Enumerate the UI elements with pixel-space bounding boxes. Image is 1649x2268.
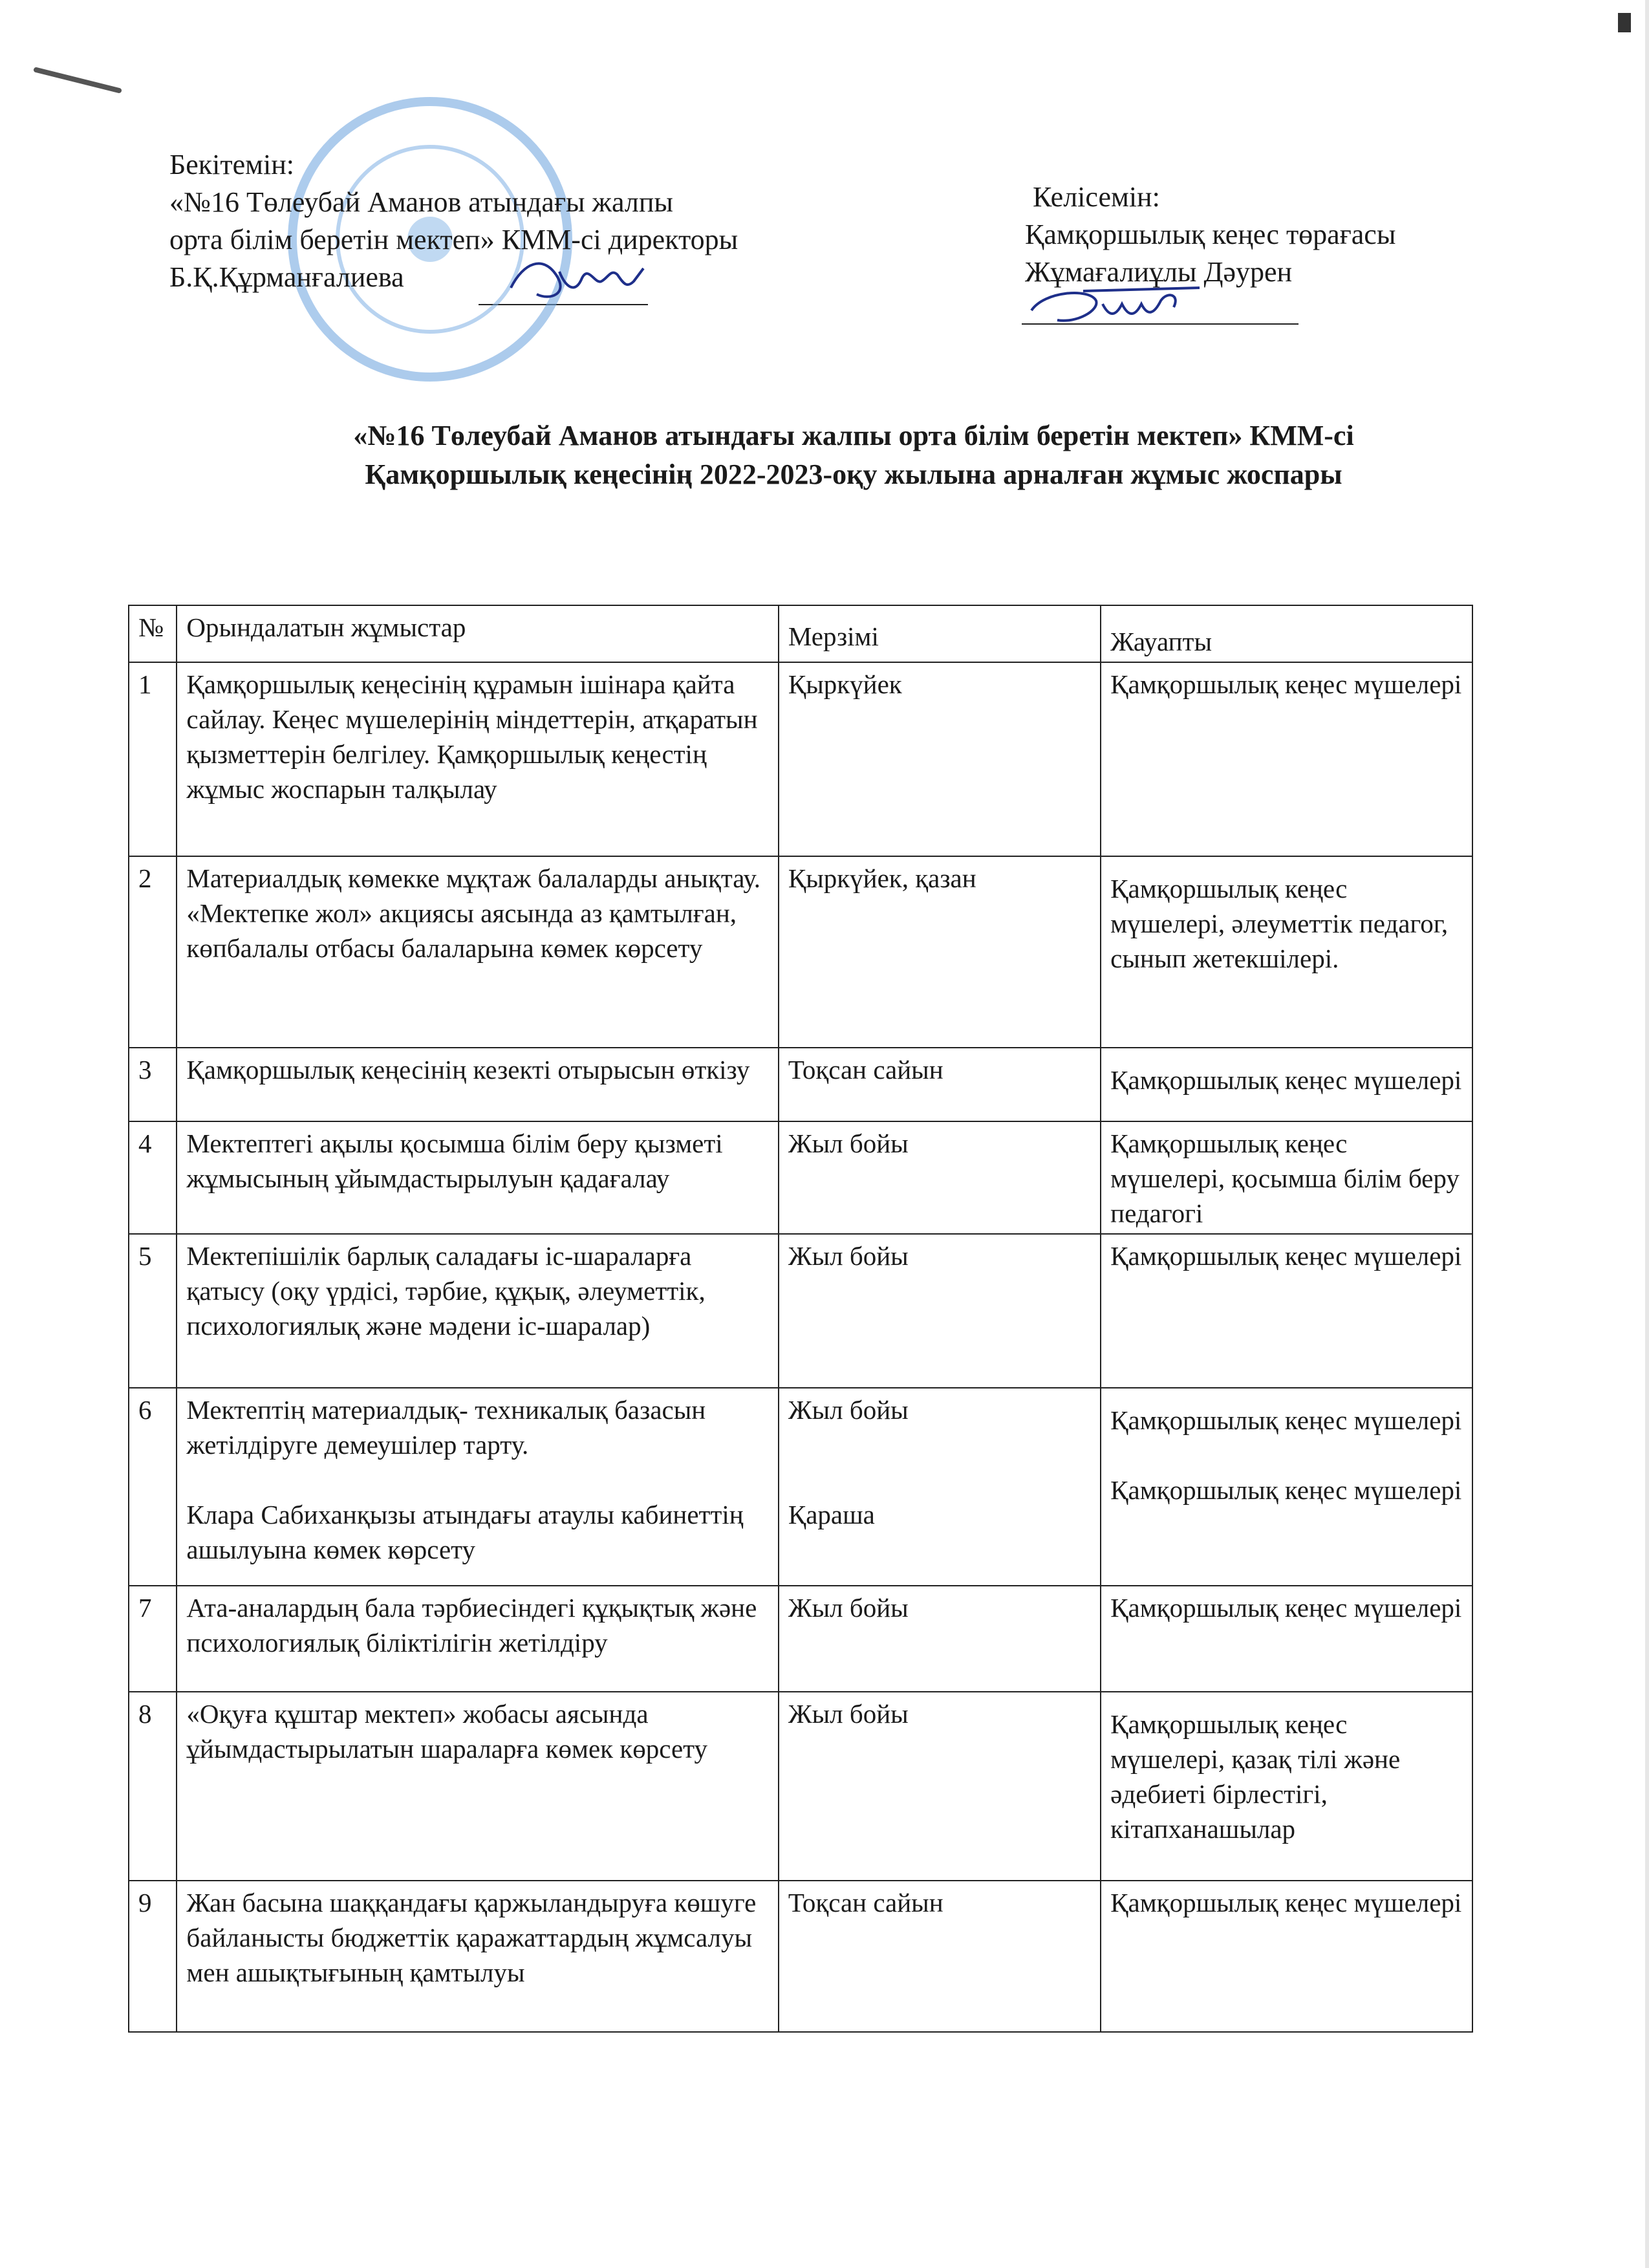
row-term: Жыл бойы — [779, 1586, 1101, 1692]
row-term-secondary: Қараша — [788, 1500, 875, 1529]
row-task: «Оқуға құштар мектеп» жобасы аясында ұйымдастырылатын шараларға көмек көрсету — [177, 1692, 778, 1881]
row-responsible: Қамқоршылық кеңес мүшелері — [1101, 662, 1472, 856]
agreement-block — [1025, 178, 1607, 291]
document-title — [155, 416, 1552, 494]
row-number: 5 — [129, 1234, 177, 1388]
row-term: Қыркүйек — [779, 662, 1101, 856]
title-line-1: «№16 Төлеубай Аманов атындағы жалпы орта білім беретін мектеп» КММ-сі — [353, 420, 1354, 451]
agreement-chair-name: Жұмағалиұлы Дәурен — [1025, 256, 1293, 288]
row-number: 1 — [129, 662, 177, 856]
row-task: Қамқоршылық кеңесінің кезекті отырысын өткізу — [177, 1048, 778, 1121]
row-task-secondary: Клара Сабиханқызы атындағы атаулы кабинеттің ашылуына көмек көрсету — [186, 1500, 744, 1564]
table-row — [129, 1586, 1472, 1692]
row-responsible: Қамқоршылық кеңес мүшелері — [1101, 1234, 1472, 1388]
row-term: Қыркүйек, қазан — [779, 856, 1101, 1048]
row-term: Жыл бойы — [788, 1395, 909, 1425]
agreement-position: Қамқоршылық кеңес төрағасы — [1025, 219, 1396, 250]
page-edge — [1645, 0, 1649, 2268]
row-task: Мектепішілік барлық саладағы іс-шараларға қатысу (оқу үрдісі, тәрбие, құқық, әлеуметтік, психологиялық және мәдени іс-шаралар) — [177, 1234, 778, 1388]
row-responsible: Қамқоршылық кеңес мүшелері, әлеуметтік педагог, сынып жетекшілері. — [1101, 856, 1472, 1048]
table-row — [129, 1121, 1472, 1234]
row-term: Тоқсан сайын — [779, 1048, 1101, 1121]
row-task: Жан басына шаққандағы қаржыландыруға көшуге байланысты бюджеттік қаражаттардың жұмсалуы мен ашықтығының қамтылуы — [177, 1881, 778, 2032]
row-responsible: Қамқоршылық кеңес мүшелері, қазақ тілі және әдебиеті бірлестігі, кітапханашылар — [1101, 1692, 1472, 1881]
row-number: 4 — [129, 1121, 177, 1234]
row-number: 8 — [129, 1692, 177, 1881]
row-responsible: Қамқоршылық кеңес мүшелері — [1110, 1405, 1462, 1435]
row-task: Ата-аналардың бала тәрбиесіндегі құқықтық және психологиялық біліктілігін жетілдіру — [177, 1586, 778, 1692]
approval-line-2: орта білім беретін мектеп» КММ-сі директоры — [169, 224, 738, 255]
table-row — [129, 1388, 1472, 1586]
row-term-cell — [779, 1388, 1101, 1586]
title-line-2: Қамқоршылық кеңесінің 2022-2023-оқу жылына арналған жұмыс жоспары — [365, 459, 1342, 490]
header-task: Орындалатын жұмыстар — [177, 605, 778, 662]
row-task: Мектептің материалдық- техникалық базасын жетілдіруге демеушілер тарту. — [186, 1395, 706, 1460]
row-responsible: Қамқоршылық кеңес мүшелері — [1101, 1048, 1472, 1121]
scan-mark — [33, 67, 122, 94]
chair-signature — [1018, 278, 1212, 336]
agreement-label: Келісемін: — [1033, 181, 1160, 213]
row-number: 7 — [129, 1586, 177, 1692]
row-task: Қамқоршылық кеңесінің құрамын ішінара қайта сайлау. Кеңес мүшелерінің міндеттерін, атқаратын қызметтерін белгілеу. Қамқоршылық кеңестің жұмыс жоспарын талқылау — [177, 662, 778, 856]
row-responsible: Қамқоршылық кеңес мүшелері — [1101, 1586, 1472, 1692]
header-responsible: Жауапты — [1101, 605, 1472, 662]
table-row — [129, 662, 1472, 856]
row-term: Жыл бойы — [779, 1692, 1101, 1881]
table-header-row — [129, 605, 1472, 662]
corner-mark — [1618, 13, 1631, 32]
row-task: Материалдық көмекке мұқтаж балаларды анықтау. «Мектепке жол» акциясы аясында аз қамтылған, көпбалалы отбасы балаларына көмек көрсету — [177, 856, 778, 1048]
row-number: 3 — [129, 1048, 177, 1121]
approval-director-name: Б.Қ.Құрманғалиева — [169, 261, 404, 293]
table-row — [129, 1881, 1472, 2032]
row-number: 2 — [129, 856, 177, 1048]
row-task: Мектептегі ақылы қосымша білім беру қызметі жұмысының ұйымдастырылуын қадағалау — [177, 1121, 778, 1234]
row-term: Жыл бойы — [779, 1234, 1101, 1388]
row-responsible: Қамқоршылық кеңес мүшелері, қосымша білім беру педагогі — [1101, 1121, 1472, 1234]
spacer — [186, 1462, 768, 1497]
row-term: Жыл бойы — [779, 1121, 1101, 1234]
header-number: № — [129, 605, 177, 662]
table-row — [129, 1692, 1472, 1881]
approval-label: Бекітемін: — [169, 149, 294, 180]
table-row — [129, 1234, 1472, 1388]
row-responsible: Қамқоршылық кеңес мүшелері — [1101, 1881, 1472, 2032]
row-responsible-cell — [1101, 1388, 1472, 1586]
table-row — [129, 1048, 1472, 1121]
row-number: 6 — [129, 1388, 177, 1586]
header-term: Мерзімі — [779, 605, 1101, 662]
row-responsible-secondary: Қамқоршылық кеңес мүшелері — [1110, 1475, 1462, 1505]
row-term: Тоқсан сайын — [779, 1881, 1101, 2032]
work-plan-table — [128, 605, 1473, 2033]
spacer — [788, 1427, 1091, 1497]
approval-line-1: «№16 Төлеубай Аманов атындағы жалпы — [169, 186, 673, 218]
spacer — [1110, 1438, 1463, 1473]
table-row — [129, 856, 1472, 1048]
row-task-cell — [177, 1388, 778, 1586]
row-number: 9 — [129, 1881, 177, 2032]
director-signature — [504, 249, 653, 314]
